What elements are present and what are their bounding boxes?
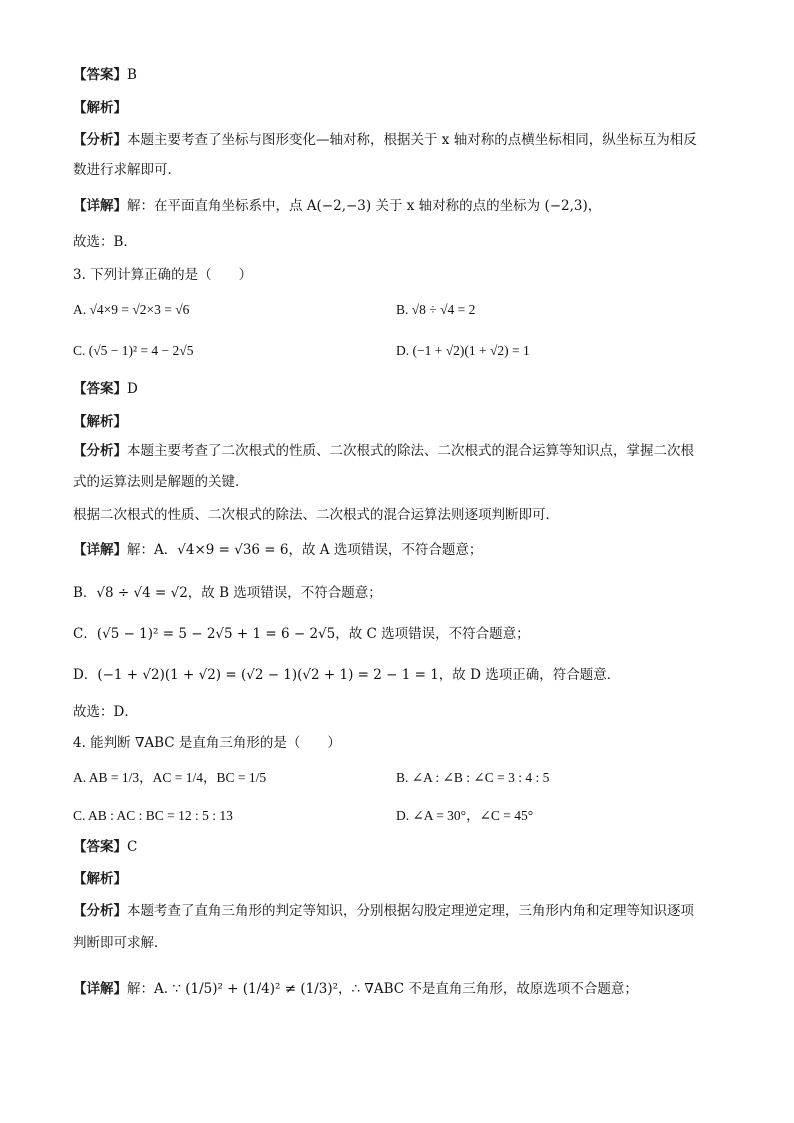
q3-detail-b: B．√8 ÷ √4 = √2，故 B 选项错误，不符合题意； [73, 585, 382, 601]
q2-analysis-line2: 数进行求解即可． [73, 162, 181, 178]
q2-answer-line [73, 65, 137, 85]
q4-option-a: A. AB = 1/3，AC = 1/4，BC = 1/5 [73, 770, 267, 785]
q4-analysis-line2: 判断即可求解． [73, 935, 168, 951]
q4-option-d: D. ∠A = 30°，∠C = 45° [396, 808, 534, 823]
q3-choose-line: 故选：D． [73, 704, 138, 720]
q3-analysis-line1: 【分析】本题主要考查了二次根式的性质、二次根式的除法、二次根式的混合运算等知识点，掌握二次根 [73, 443, 694, 459]
q2-analysis-title: 【解析】 [73, 100, 127, 116]
q4-option-c: C. AB : AC : BC = 12 : 5 : 13 [73, 808, 233, 823]
q3-analysis-line3: 根据二次根式的性质、二次根式的除法、二次根式的混合运算法则逐项判断即可． [73, 507, 559, 523]
q4-stem: 4. 能判断 ∇ABC 是直角三角形的是（ ） [73, 735, 341, 751]
q4-answer-line: 【答案】C [73, 839, 138, 855]
q3-stem: 3. 下列计算正确的是（ ） [73, 267, 253, 283]
q2-analysis-line1: 【分析】本题主要考查了坐标与图形变化—轴对称，根据关于 x 轴对称的点横坐标相同，纵坐标互为相反 [73, 132, 697, 148]
q2-detail-line: 【详解】解：在平面直角坐标系中，点 A(−2,−3) 关于 x 轴对称的点的坐标为 (−2,3)， [73, 198, 602, 214]
q3-option-c: C. (√5 − 1)² = 4 − 2√5 [73, 343, 194, 358]
q4-analysis-title: 【解析】 [73, 871, 127, 887]
q3-detail-d: D．(−1 + √2)(1 + √2) = (√2 − 1)(√2 + 1) = 2 − 1 = 1，故 D 选项正确，符合题意． [73, 667, 621, 683]
answer-value: B [127, 67, 137, 83]
q4-option-b: B. ∠A : ∠B : ∠C = 3 : 4 : 5 [396, 770, 550, 785]
q4-detail-a: 【详解】解：A. ∵ (1/5)² + (1/4)² ≠ (1/3)²，∴ ∇ABC 不是直角三角形，故原选项不合题意； [73, 981, 638, 997]
detail-tag: 【详解】 [73, 198, 127, 214]
q2-choose-line: 故选：B． [73, 234, 137, 250]
q3-detail-c: C．(√5 − 1)² = 5 − 2√5 + 1 = 6 − 2√5，故 C 选项错误，不符合题意； [73, 626, 530, 642]
q3-detail-a: 【详解】解：A．√4×9 = √36 = 6，故 A 选项错误，不符合题意； [73, 542, 483, 558]
q3-option-d: D. (−1 + √2)(1 + √2) = 1 [396, 343, 530, 358]
q3-option-a: A. √4×9 = √2×3 = √6 [73, 302, 190, 317]
answer-tag: 【答案】 [73, 67, 127, 83]
q3-analysis-title: 【解析】 [73, 414, 127, 430]
q3-analysis-line2: 式的运算法则是解题的关键． [73, 474, 249, 490]
q3-option-b: B. √8 ÷ √4 = 2 [396, 302, 476, 317]
q4-analysis-line1: 【分析】本题考查了直角三角形的判定等知识，分别根据勾股定理逆定理，三角形内角和定理等知识逐项 [73, 903, 694, 919]
q3-answer-line: 【答案】D [73, 381, 138, 397]
analysis-tag: 【分析】 [73, 132, 127, 148]
